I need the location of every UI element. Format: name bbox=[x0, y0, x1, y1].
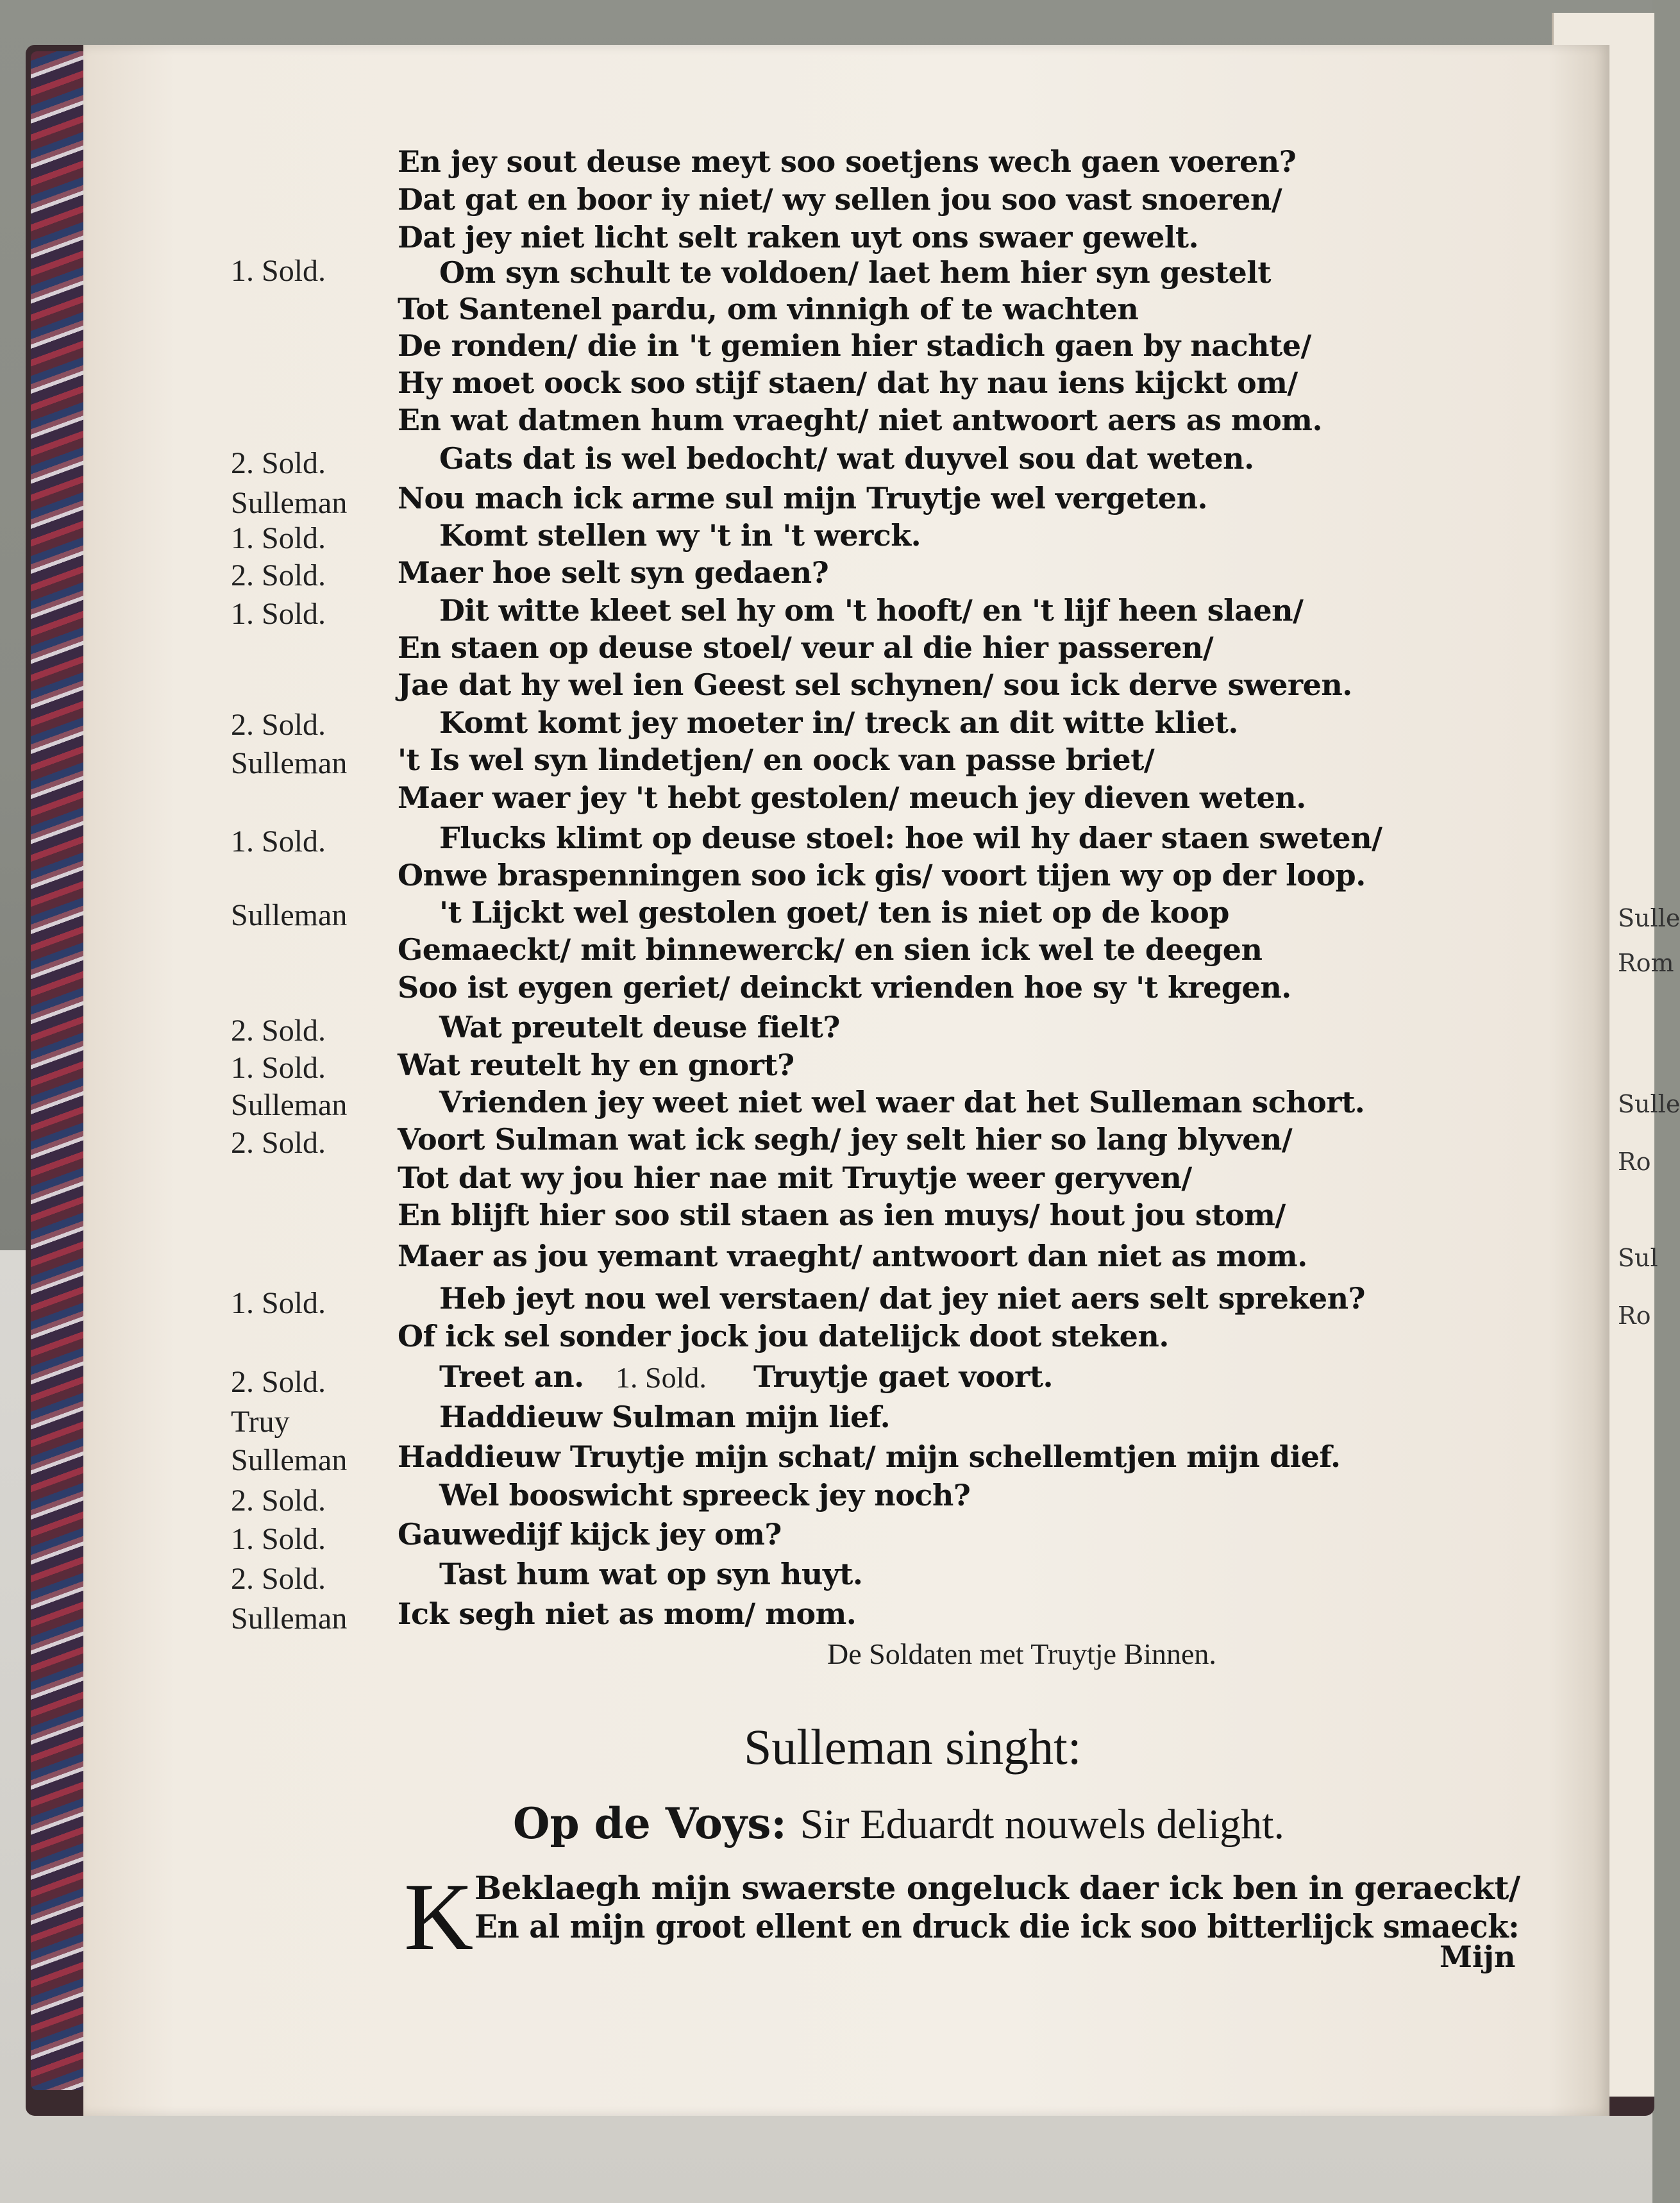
verse-line: Ick segh niet as mom/ mom. bbox=[398, 1596, 857, 1631]
right-page-fragment: Sul bbox=[1618, 1244, 1658, 1272]
verse-line: Tast hum wat op syn huyt. bbox=[439, 1557, 863, 1591]
verse-line: Jae dat hy wel ien Geest sel schynen/ sou ick derve sweren. bbox=[398, 667, 1352, 702]
verse-line: Dit witte kleet sel hy om 't hooft/ en 't lijf heen slaen/ bbox=[439, 593, 1304, 628]
verse-line: Tot dat wy jou hier nae mit Truytje weer geryven/ bbox=[398, 1160, 1192, 1195]
tune-prefix: Op de Voys: bbox=[513, 1798, 787, 1848]
right-page-fragment: Sulle bbox=[1618, 904, 1680, 932]
verse-line: Dat jey niet licht selt raken uyt ons swaer gewelt. bbox=[398, 220, 1199, 255]
song-heading: Sulleman singht: bbox=[744, 1719, 1082, 1775]
verse-line: Haddieuw Sulman mijn lief. bbox=[439, 1400, 891, 1434]
verse-line: En jey sout deuse meyt soo soetjens wech gaen voeren? bbox=[398, 144, 1297, 179]
verse-line: Komt komt jey moeter in/ treck an dit witte kliet. bbox=[439, 705, 1238, 740]
verse-line: Vrienden jey weet niet wel waer dat het Sulleman schort. bbox=[439, 1085, 1365, 1119]
verse-line: Tot Santenel pardu, om vinnigh of te wachten bbox=[398, 292, 1139, 326]
verse-line: De ronden/ die in 't gemien hier stadich gaen by nachte/ bbox=[398, 328, 1311, 363]
verse-line: En staen op deuse stoel/ veur al die hier passeren/ bbox=[398, 630, 1214, 665]
speaker-label: 1. Sold. bbox=[231, 521, 326, 555]
verse-line: Om syn schult te voldoen/ laet hem hier syn gestelt bbox=[439, 255, 1271, 290]
verse-line: Komt stellen wy 't in 't werck. bbox=[439, 518, 921, 553]
verse-line: Onwe braspenningen soo ick gis/ voort tijen wy op der loop. bbox=[398, 858, 1366, 892]
speaker-label: 2. Sold. bbox=[231, 708, 326, 742]
right-page-fragment: Ro bbox=[1618, 1302, 1651, 1330]
verse-line: Voort Sulman wat ick segh/ jey selt hier so lang blyven/ bbox=[398, 1122, 1293, 1157]
verse-line: Flucks klimt op deuse stoel: hoe wil hy daer staen sweten/ bbox=[439, 821, 1382, 855]
verse-line: Maer as jou yemant vraeght/ antwoort dan niet as mom. bbox=[398, 1239, 1307, 1273]
speaker-label: 2. Sold. bbox=[231, 1484, 326, 1518]
speaker-label: 2. Sold. bbox=[231, 1126, 326, 1160]
tune-name: Sir Eduardt nouwels delight. bbox=[800, 1801, 1284, 1848]
verse-line: Of ick sel sonder jock jou datelijck doot steken. bbox=[398, 1319, 1169, 1353]
speaker-label: Truy bbox=[231, 1405, 290, 1439]
speaker-label: 2. Sold. bbox=[231, 446, 326, 480]
right-page-fragment: Rom bbox=[1618, 949, 1674, 977]
speaker-label: 1. Sold. bbox=[231, 1522, 326, 1556]
verse-line: Nou mach ick arme sul mijn Truytje wel vergeten. bbox=[398, 481, 1208, 515]
speaker-label: 2. Sold. bbox=[231, 1562, 326, 1596]
verse-line: Haddieuw Truytje mijn schat/ mijn schellemtjen mijn dief. bbox=[398, 1439, 1341, 1474]
inline-speaker-label: 1. Sold. bbox=[616, 1361, 707, 1394]
right-page-fragment: Ro bbox=[1618, 1148, 1651, 1176]
verse-line: Soo ist eygen geriet/ deinckt vrienden hoe sy 't kregen. bbox=[398, 970, 1291, 1005]
verse-line: 't Lijckt wel gestolen goet/ ten is niet op de koop bbox=[439, 895, 1229, 930]
verse-line: Treet an. bbox=[439, 1359, 584, 1394]
verse-line: Maer hoe selt syn gedaen? bbox=[398, 555, 829, 590]
song-line: En al mijn groot ellent en druck die ick soo bitterlijck smaeck: bbox=[475, 1907, 1520, 1945]
verse-line: 't Is wel syn lindetjen/ en oock van passe briet/ bbox=[398, 742, 1155, 777]
speaker-label: Sulleman bbox=[231, 1443, 348, 1477]
stage-direction: De Soldaten met Truytje Binnen. bbox=[827, 1638, 1216, 1670]
song-line: Beklaegh mijn swaerste ongeluck daer ick ben in geraeckt/ bbox=[475, 1869, 1520, 1907]
verse-line: Hy moet oock soo stijf staen/ dat hy nau iens kijckt om/ bbox=[398, 365, 1298, 400]
verse-line: En wat datmen hum vraeght/ niet antwoort aers as mom. bbox=[398, 403, 1322, 437]
speaker-label: 1. Sold. bbox=[231, 597, 326, 631]
verse-line: Gemaeckt/ mit binnewerck/ en sien ick wel te deegen bbox=[398, 932, 1263, 967]
verse-line: Maer waer jey 't hebt gestolen/ meuch jey dieven weten. bbox=[398, 780, 1306, 815]
speaker-label: Sulleman bbox=[231, 746, 348, 780]
speaker-label: 1. Sold. bbox=[231, 1286, 326, 1320]
verse-line: Dat gat en boor iy niet/ wy sellen jou soo vast snoeren/ bbox=[398, 182, 1282, 217]
speaker-label: 1. Sold. bbox=[231, 254, 326, 288]
tune-line bbox=[513, 1798, 1284, 1849]
speaker-label: 1. Sold. bbox=[231, 825, 326, 859]
verse-line: Wat reutelt hy en gnort? bbox=[398, 1048, 794, 1082]
verse-line: En blijft hier soo stil staen as ien muys/ hout jou stom/ bbox=[398, 1198, 1286, 1232]
drop-capital: K bbox=[404, 1864, 474, 1970]
speaker-label: 1. Sold. bbox=[231, 1051, 326, 1085]
right-page-fragment: Sulle bbox=[1618, 1090, 1680, 1118]
verse-line: Wat preutelt deuse fielt? bbox=[439, 1010, 840, 1044]
speaker-label: Sulleman bbox=[231, 1088, 348, 1122]
verse-line: Gats dat is wel bedocht/ wat duyvel sou dat weten. bbox=[439, 441, 1254, 476]
speaker-label: 2. Sold. bbox=[231, 1014, 326, 1048]
verse-line: Gauwedijf kijck jey om? bbox=[398, 1517, 782, 1552]
speaker-label: Sulleman bbox=[231, 1602, 348, 1636]
speaker-label: 2. Sold. bbox=[231, 558, 326, 592]
verse-line: Truytje gaet voort. bbox=[753, 1359, 1054, 1394]
catchword: Mijn bbox=[1440, 1939, 1516, 1974]
speaker-label: Sulleman bbox=[231, 898, 348, 932]
verse-line: Heb jeyt nou wel verstaen/ dat jey niet aers selt spreken? bbox=[439, 1281, 1366, 1316]
verse-line: Wel booswicht spreeck jey noch? bbox=[439, 1478, 971, 1512]
speaker-label: 2. Sold. bbox=[231, 1365, 326, 1399]
speaker-label: Sulleman bbox=[231, 486, 348, 520]
